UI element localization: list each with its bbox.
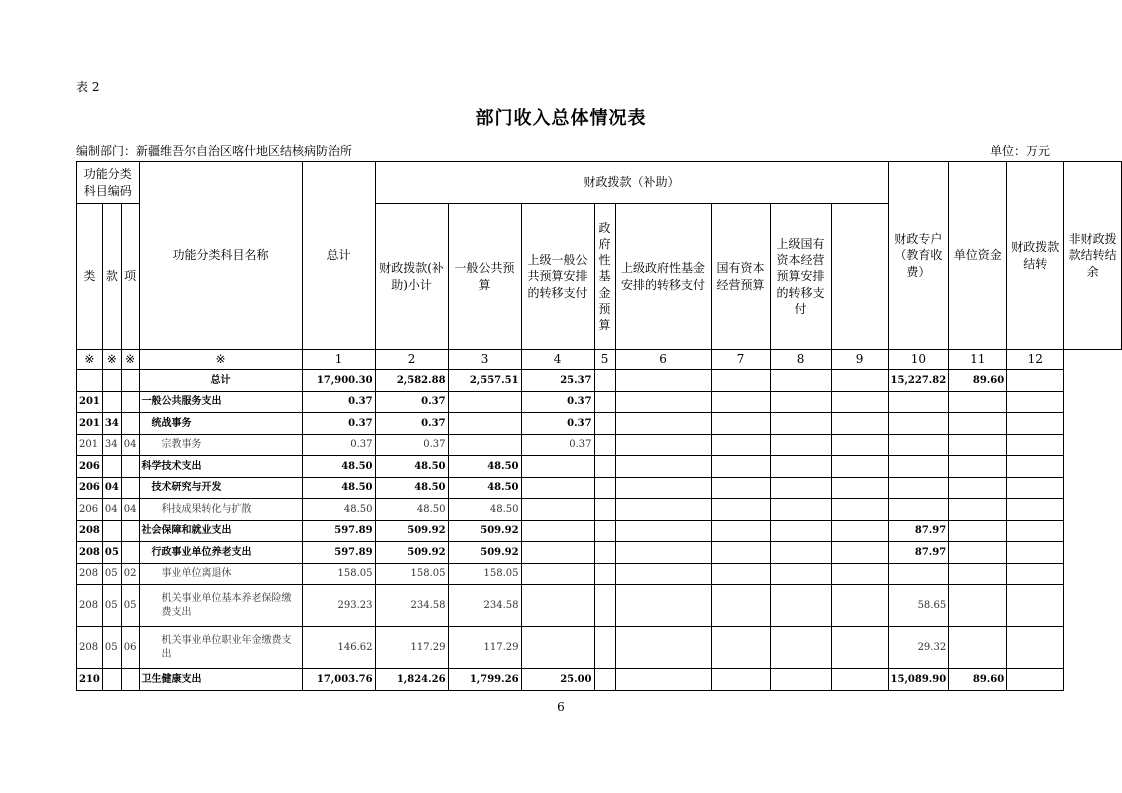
amount-cell (711, 563, 770, 585)
amount-cell: 48.50 (375, 499, 448, 521)
amount-cell: 87.97 (888, 542, 949, 564)
amount-cell: 0.37 (302, 391, 375, 413)
amount-cell (594, 370, 615, 392)
amount-cell (615, 499, 711, 521)
amount-cell: 58.65 (888, 585, 949, 627)
amount-cell: 0.37 (375, 434, 448, 456)
mark-cell: ※ (102, 350, 121, 370)
table-row (77, 391, 1122, 413)
amount-cell: 509.92 (448, 520, 521, 542)
code-cell (102, 370, 121, 392)
amount-cell: 87.97 (888, 520, 949, 542)
amount-cell (615, 542, 711, 564)
amount-cell: 0.37 (375, 413, 448, 435)
amount-cell (831, 542, 888, 564)
amount-cell (831, 520, 888, 542)
header-edu-fee: 财政专户（教育收费） (888, 162, 949, 350)
amount-cell (1007, 542, 1064, 564)
code-cell (102, 669, 121, 691)
page-title: 部门收入总体情况表 (475, 108, 647, 129)
amount-cell (1007, 520, 1064, 542)
code-cell: 208 (77, 627, 103, 669)
amount-cell (949, 520, 1007, 542)
amount-cell: 48.50 (302, 456, 375, 478)
amount-cell: 48.50 (448, 456, 521, 478)
code-cell: 05 (102, 627, 121, 669)
subject-name-cell: 宗教事务 (139, 434, 302, 456)
amount-cell (831, 477, 888, 499)
amount-cell (949, 563, 1007, 585)
amount-cell: 117.29 (448, 627, 521, 669)
amount-cell (1007, 499, 1064, 521)
code-cell (121, 520, 139, 542)
code-cell: 04 (121, 499, 139, 521)
amount-cell (831, 669, 888, 691)
code-cell: 04 (121, 434, 139, 456)
amount-cell: 597.89 (302, 542, 375, 564)
amount-cell (888, 456, 949, 478)
amount-cell (711, 499, 770, 521)
header-general-budget: 一般公共预算 (448, 204, 521, 350)
amount-cell (594, 434, 615, 456)
header-fund-transfer: 上级政府性基金安排的转移支付 (615, 204, 711, 350)
subject-name-cell: 事业单位离退休 (139, 563, 302, 585)
amount-cell (770, 456, 831, 478)
code-cell: 02 (121, 563, 139, 585)
amount-cell (1007, 456, 1064, 478)
code-cell (121, 477, 139, 499)
amount-cell (831, 627, 888, 669)
amount-cell (1007, 563, 1064, 585)
code-cell (121, 413, 139, 435)
amount-cell (888, 563, 949, 585)
mark-cell: ※ (121, 350, 139, 370)
amount-cell: 1,824.26 (375, 669, 448, 691)
amount-cell (770, 542, 831, 564)
table-row (77, 542, 1122, 564)
code-cell (121, 456, 139, 478)
amount-cell (448, 434, 521, 456)
amount-cell: 158.05 (302, 563, 375, 585)
amount-cell (521, 563, 594, 585)
amount-cell (711, 542, 770, 564)
subject-name-cell: 技术研究与开发 (139, 477, 302, 499)
amount-cell (1007, 413, 1064, 435)
header-lei: 类 (77, 204, 103, 350)
code-cell: 208 (77, 585, 103, 627)
amount-cell: 1,799.26 (448, 669, 521, 691)
amount-cell (949, 413, 1007, 435)
code-cell: 05 (102, 585, 121, 627)
amount-cell (831, 370, 888, 392)
amount-cell (711, 627, 770, 669)
amount-cell (594, 542, 615, 564)
amount-cell (594, 627, 615, 669)
amount-cell (949, 434, 1007, 456)
amount-cell (831, 456, 888, 478)
column-number: 6 (615, 350, 711, 370)
amount-cell (594, 520, 615, 542)
column-number: 5 (594, 350, 615, 370)
amount-cell: 89.60 (949, 669, 1007, 691)
code-cell: 34 (102, 413, 121, 435)
amount-cell (711, 520, 770, 542)
amount-cell (949, 585, 1007, 627)
column-number: 3 (448, 350, 521, 370)
table-row (77, 669, 1122, 691)
subject-name-cell: 科学技术支出 (139, 456, 302, 478)
amount-cell (831, 391, 888, 413)
amount-cell (594, 391, 615, 413)
code-cell: 206 (77, 477, 103, 499)
amount-cell (770, 413, 831, 435)
amount-cell: 234.58 (448, 585, 521, 627)
table-row (77, 499, 1122, 521)
table-row (77, 585, 1122, 627)
amount-cell (521, 585, 594, 627)
table-row (77, 456, 1122, 478)
amount-cell (448, 391, 521, 413)
amount-cell (770, 499, 831, 521)
code-cell (77, 370, 103, 392)
subject-name-cell: 行政事业单位养老支出 (139, 542, 302, 564)
amount-cell: 2,557.51 (448, 370, 521, 392)
code-cell: 04 (102, 477, 121, 499)
mark-cell: ※ (77, 350, 103, 370)
table-row (77, 477, 1122, 499)
amount-cell (888, 477, 949, 499)
header-fiscal-carryover: 财政拨款结转 (1007, 162, 1064, 350)
code-cell: 05 (102, 563, 121, 585)
code-cell: 208 (77, 542, 103, 564)
amount-cell (949, 542, 1007, 564)
amount-cell: 0.37 (521, 413, 594, 435)
amount-cell: 158.05 (375, 563, 448, 585)
column-number: 7 (711, 350, 770, 370)
amount-cell (521, 477, 594, 499)
column-number: 12 (1007, 350, 1064, 370)
code-cell (121, 370, 139, 392)
amount-cell (831, 413, 888, 435)
amount-cell (949, 499, 1007, 521)
amount-cell: 48.50 (448, 477, 521, 499)
amount-cell (594, 585, 615, 627)
amount-cell (594, 456, 615, 478)
amount-cell (594, 563, 615, 585)
amount-cell (770, 391, 831, 413)
amount-cell: 48.50 (302, 477, 375, 499)
amount-cell: 48.50 (302, 499, 375, 521)
header-unit-funds: 单位资金 (949, 162, 1007, 350)
column-number: 10 (888, 350, 949, 370)
amount-cell: 48.50 (375, 456, 448, 478)
column-number: 8 (770, 350, 831, 370)
code-cell: 206 (77, 456, 103, 478)
header-state-transfer: 上级国有资本经营预算安排的转移支付 (770, 204, 831, 350)
amount-cell (615, 370, 711, 392)
subject-name-cell: 一般公共服务支出 (139, 391, 302, 413)
amount-cell: 0.37 (375, 391, 448, 413)
amount-cell (594, 477, 615, 499)
amount-cell (615, 627, 711, 669)
amount-cell: 25.00 (521, 669, 594, 691)
code-cell: 05 (102, 542, 121, 564)
code-cell: 34 (102, 434, 121, 456)
amount-cell (521, 542, 594, 564)
amount-cell (770, 585, 831, 627)
subject-name-cell: 社会保障和就业支出 (139, 520, 302, 542)
amount-cell (770, 627, 831, 669)
table-row (77, 520, 1122, 542)
code-cell: 05 (121, 585, 139, 627)
amount-cell: 0.37 (302, 434, 375, 456)
amount-cell (1007, 669, 1064, 691)
amount-cell (949, 456, 1007, 478)
amount-cell (615, 585, 711, 627)
amount-cell (949, 477, 1007, 499)
code-cell (121, 391, 139, 413)
amount-cell (711, 391, 770, 413)
amount-cell (831, 434, 888, 456)
subject-name-cell: 卫生健康支出 (139, 669, 302, 691)
amount-cell (888, 434, 949, 456)
compiling-department: 编制部门：新疆维吾尔自治区喀什地区结核病防治所 (76, 144, 353, 158)
subject-name-cell: 机关事业单位基本养老保险缴费支出 (139, 585, 302, 627)
amount-cell: 48.50 (375, 477, 448, 499)
amount-cell (521, 627, 594, 669)
code-cell: 210 (77, 669, 103, 691)
amount-cell: 509.92 (448, 542, 521, 564)
header-name: 功能分类科目名称 (139, 162, 302, 350)
amount-cell (770, 434, 831, 456)
code-cell (102, 456, 121, 478)
column-number: 1 (302, 350, 375, 370)
subject-name-cell: 总计 (139, 370, 302, 392)
amount-cell: 509.92 (375, 520, 448, 542)
amount-cell: 0.37 (521, 391, 594, 413)
amount-cell (770, 563, 831, 585)
amount-cell (888, 413, 949, 435)
header-kuan: 款 (102, 204, 121, 350)
code-cell: 208 (77, 520, 103, 542)
unit-label: 单位：万元 (989, 144, 1050, 158)
header-nonfiscal-carryover: 非财政拨款结转结余 (1064, 162, 1122, 350)
amount-cell (770, 669, 831, 691)
amount-cell: 17,003.76 (302, 669, 375, 691)
header-total: 总计 (302, 162, 375, 350)
amount-cell (615, 477, 711, 499)
amount-cell (615, 563, 711, 585)
amount-cell (615, 520, 711, 542)
subject-name-cell: 科技成果转化与扩散 (139, 499, 302, 521)
code-cell: 201 (77, 413, 103, 435)
amount-cell (711, 477, 770, 499)
subject-name-cell: 统战事务 (139, 413, 302, 435)
amount-cell: 25.37 (521, 370, 594, 392)
amount-cell (831, 563, 888, 585)
amount-cell (1007, 434, 1064, 456)
amount-cell (1007, 627, 1064, 669)
amount-cell: 234.58 (375, 585, 448, 627)
amount-cell: 15,227.82 (888, 370, 949, 392)
amount-cell (711, 669, 770, 691)
amount-cell (888, 391, 949, 413)
table-row (77, 563, 1122, 585)
code-cell (121, 669, 139, 691)
amount-cell (711, 413, 770, 435)
amount-cell (615, 391, 711, 413)
amount-cell (711, 456, 770, 478)
amount-cell (949, 627, 1007, 669)
amount-cell (594, 499, 615, 521)
amount-cell (831, 499, 888, 521)
amount-cell (1007, 585, 1064, 627)
amount-cell (831, 585, 888, 627)
amount-cell (594, 669, 615, 691)
amount-cell: 17,900.30 (302, 370, 375, 392)
amount-cell (888, 499, 949, 521)
amount-cell (711, 370, 770, 392)
column-number: 4 (521, 350, 594, 370)
code-cell: 206 (77, 499, 103, 521)
income-table (76, 161, 1122, 691)
amount-cell: 89.60 (949, 370, 1007, 392)
table-row (77, 627, 1122, 669)
amount-cell: 15,089.90 (888, 669, 949, 691)
header-xiang: 项 (121, 204, 139, 350)
code-cell: 208 (77, 563, 103, 585)
amount-cell (770, 520, 831, 542)
amount-cell (770, 477, 831, 499)
subject-name-cell: 机关事业单位职业年金缴费支出 (139, 627, 302, 669)
amount-cell: 597.89 (302, 520, 375, 542)
table-number: 表 2 (76, 80, 100, 94)
page-number: 6 (557, 700, 565, 714)
column-number: 11 (949, 350, 1007, 370)
table-row (77, 413, 1122, 435)
header-state-capital: 国有资本经营预算 (711, 204, 770, 350)
code-cell: 04 (102, 499, 121, 521)
amount-cell (521, 499, 594, 521)
amount-cell (615, 669, 711, 691)
code-cell (121, 542, 139, 564)
amount-cell (448, 413, 521, 435)
code-cell (102, 520, 121, 542)
header-general-transfer: 上级一般公共预算安排的转移支付 (521, 204, 594, 350)
code-cell (102, 391, 121, 413)
header-fiscal-subtotal: 财政拨款(补助)小计 (375, 204, 448, 350)
amount-cell: 293.23 (302, 585, 375, 627)
amount-cell (1007, 391, 1064, 413)
amount-cell (711, 585, 770, 627)
amount-cell: 48.50 (448, 499, 521, 521)
amount-cell: 117.29 (375, 627, 448, 669)
amount-cell (615, 434, 711, 456)
table-row (77, 434, 1122, 456)
table-row (77, 370, 1122, 392)
amount-cell (949, 391, 1007, 413)
amount-cell (770, 370, 831, 392)
amount-cell: 29.32 (888, 627, 949, 669)
header-gov-fund: 政府性基金预算 (594, 204, 615, 350)
amount-cell (521, 456, 594, 478)
amount-cell (615, 456, 711, 478)
amount-cell: 2,582.88 (375, 370, 448, 392)
amount-cell (1007, 370, 1064, 392)
code-cell: 201 (77, 391, 103, 413)
amount-cell: 158.05 (448, 563, 521, 585)
amount-cell (1007, 477, 1064, 499)
column-number: 9 (831, 350, 888, 370)
amount-cell (615, 413, 711, 435)
code-cell: 201 (77, 434, 103, 456)
mark-cell: ※ (139, 350, 302, 370)
amount-cell: 0.37 (302, 413, 375, 435)
header-fiscal-group: 财政拨款（补助） (375, 162, 888, 204)
amount-cell (521, 520, 594, 542)
header-code-group: 功能分类科目编码 (77, 162, 140, 204)
amount-cell: 146.62 (302, 627, 375, 669)
amount-cell: 509.92 (375, 542, 448, 564)
amount-cell (594, 413, 615, 435)
amount-cell (711, 434, 770, 456)
amount-cell: 0.37 (521, 434, 594, 456)
column-number: 2 (375, 350, 448, 370)
code-cell: 06 (121, 627, 139, 669)
